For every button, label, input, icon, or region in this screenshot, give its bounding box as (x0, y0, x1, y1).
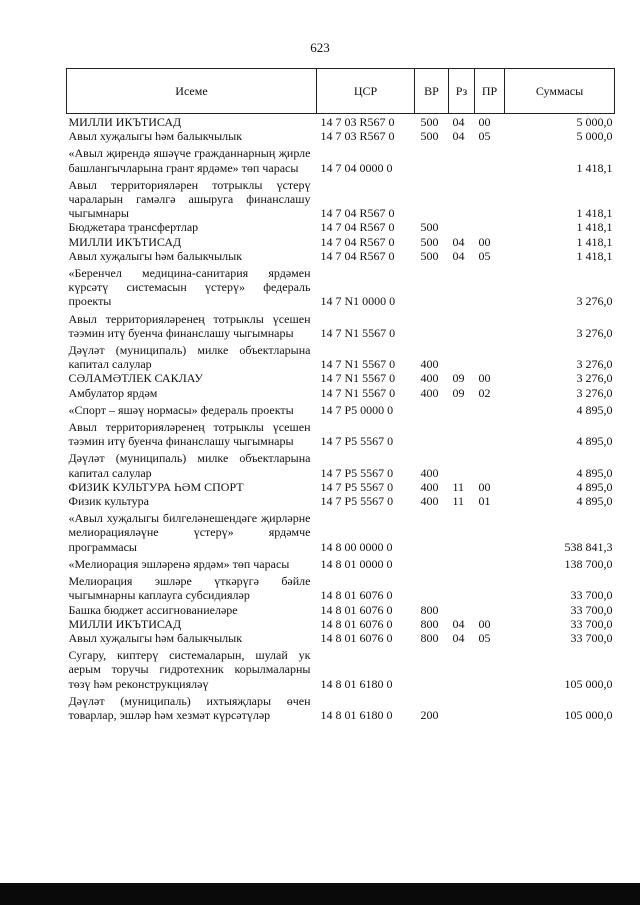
table-row (67, 508, 615, 554)
cell-rz (449, 309, 475, 340)
cell-vr (415, 571, 449, 602)
table-row (67, 129, 615, 143)
cell-pr (475, 263, 505, 309)
cell-name: Авыл территорияләренең тотрыклы үсешен тәэмин итү буенча финанслашу чыгымнары (68, 311, 311, 340)
cell-rz: 09 (452, 371, 465, 386)
table-header-row (67, 69, 615, 114)
cell-rz: 04 (452, 234, 465, 249)
cell-name: «Авыл хуҗалыгы билгеләнешендәге җирләрне мелиорацияләүне үстерү» ярдәмче программасы (68, 511, 311, 554)
cell-csr: 14 7 04 R567 0 (320, 234, 395, 249)
cell-vr: 500 (420, 248, 439, 263)
cell-name: МИЛЛИ ИКЪТИСАД (68, 115, 182, 129)
cell-sum: 3 276,0 (576, 371, 613, 386)
cell-name: «Беренчел медицина-санитария ярдәмен күрсәтү системасын үстерү» федераль проекты (68, 266, 311, 309)
cell-rz (449, 508, 475, 554)
cell-vr: 400 (420, 385, 439, 400)
cell-pr (475, 645, 505, 691)
cell-pr (475, 508, 505, 554)
cell-pr: 02 (478, 385, 491, 400)
cell-name: «Авыл җирендә яшәүче гражданнарның җирле башлангычларына грант ярдәме» төп чарасы (68, 146, 311, 175)
cell-sum: 3 276,0 (576, 325, 613, 340)
cell-csr: 14 8 01 6180 0 (320, 676, 393, 691)
cell-name: Сугару, киптерү системаларын, шулай ук аерым торучы гидротехник корылмаларны төзү һәм реконструкцияләү (68, 648, 311, 691)
cell-name: Авыл хуҗалыгы һәм балыкчылык (68, 630, 243, 645)
cell-rz: 09 (452, 385, 465, 400)
cell-sum: 1 418,1 (576, 160, 613, 175)
cell-name: Авыл территорияләрен тотрыклы үстерү чараларын гамәлгә ашыруга финанслашу чыгымнары (68, 177, 311, 221)
table-row (67, 617, 615, 631)
cell-rz: 04 (452, 115, 465, 129)
table-row (67, 263, 615, 309)
cell-sum: 4 895,0 (576, 402, 613, 417)
table-row (67, 235, 615, 249)
cell-sum: 138 700,0 (564, 556, 613, 571)
header-pr: ПР (475, 69, 505, 114)
cell-pr: 00 (478, 234, 491, 249)
cell-csr: 14 7 P5 5567 0 (320, 494, 394, 509)
table-row (67, 400, 615, 417)
cell-csr: 14 7 04 R567 0 (320, 220, 395, 235)
cell-pr (475, 554, 505, 571)
cell-name: Дәүләт (муниципаль) ихтыяҗлары өчен товарлар, эшләр һәм хезмәт күрсәтүләр (68, 693, 311, 722)
cell-csr: 14 7 N1 5567 0 (320, 371, 396, 386)
cell-name: ФИЗИК КУЛЬТУРА ҺӘМ СПОРТ (68, 479, 244, 494)
cell-csr: 14 7 N1 5567 0 (320, 357, 396, 372)
cell-sum: 1 418,1 (576, 206, 613, 221)
cell-rz: 11 (452, 479, 465, 494)
cell-vr (415, 175, 449, 221)
cell-sum: 33 700,0 (570, 616, 613, 631)
cell-rz: 04 (452, 616, 465, 631)
cell-csr: 14 7 P5 5567 0 (320, 465, 394, 480)
cell-name: Авыл территорияләренең тотрыклы үсешен тәэмин итү буенча финанслашу чыгымнары (68, 420, 311, 449)
cell-rz (449, 603, 475, 617)
cell-vr (415, 400, 449, 417)
table-row (67, 175, 615, 221)
table-row (67, 340, 615, 371)
table-row (67, 114, 615, 130)
table-row (67, 371, 615, 385)
cell-csr: 14 7 04 R567 0 (320, 206, 395, 221)
cell-sum: 33 700,0 (570, 630, 613, 645)
cell-sum: 538 841,3 (564, 539, 613, 554)
table-row (67, 571, 615, 602)
table-row (67, 554, 615, 571)
cell-rz (449, 400, 475, 417)
cell-pr (475, 400, 505, 417)
cell-name: «Спорт – яшәү нормасы» федераль проекты (68, 402, 294, 417)
cell-sum: 1 418,1 (576, 234, 613, 249)
cell-csr: 14 7 04 R567 0 (320, 248, 395, 263)
cell-sum: 3 276,0 (576, 385, 613, 400)
cell-sum: 105 000,0 (564, 707, 613, 722)
header-sum: Суммасы (505, 69, 615, 114)
cell-pr (475, 417, 505, 448)
cell-csr: 14 8 00 0000 0 (320, 539, 393, 554)
cell-pr (475, 691, 505, 722)
cell-pr (475, 309, 505, 340)
cell-pr: 00 (478, 115, 491, 129)
cell-vr: 200 (420, 707, 439, 722)
cell-rz (449, 220, 475, 234)
cell-rz (449, 645, 475, 691)
cell-pr (475, 175, 505, 221)
table-row (67, 249, 615, 263)
cell-csr: 14 7 N1 5567 0 (320, 385, 396, 400)
cell-csr: 14 7 P5 5567 0 (320, 479, 394, 494)
header-name: Исеме (67, 69, 317, 114)
table-row (67, 386, 615, 400)
cell-name: МИЛЛИ ИКЪТИСАД (68, 616, 182, 631)
cell-csr: 14 7 04 0000 0 (320, 160, 393, 175)
cell-rz (449, 417, 475, 448)
cell-rz (449, 571, 475, 602)
cell-vr: 800 (420, 630, 439, 645)
cell-sum: 3 276,0 (576, 357, 613, 372)
budget-table (66, 68, 615, 722)
scan-border (0, 883, 640, 905)
cell-sum: 4 895,0 (576, 494, 613, 509)
cell-vr: 500 (420, 129, 439, 144)
cell-pr: 00 (478, 371, 491, 386)
header-vr: ВР (415, 69, 449, 114)
cell-csr: 14 7 N1 5567 0 (320, 325, 396, 340)
cell-pr (475, 603, 505, 617)
cell-vr (415, 417, 449, 448)
cell-csr: 14 8 01 6076 0 (320, 602, 393, 617)
cell-rz: 04 (452, 630, 465, 645)
cell-vr: 500 (420, 220, 439, 235)
cell-rz (449, 175, 475, 221)
cell-pr: 00 (478, 479, 491, 494)
cell-csr: 14 8 01 6076 0 (320, 588, 393, 603)
cell-vr (415, 263, 449, 309)
cell-rz (449, 448, 475, 479)
cell-csr: 14 8 01 6076 0 (320, 630, 393, 645)
cell-name: Дәүләт (муниципаль) милке объектларына капитал салулар (68, 451, 311, 480)
cell-sum: 4 895,0 (576, 479, 613, 494)
cell-vr (415, 309, 449, 340)
table-row (67, 603, 615, 617)
cell-name: Авыл хуҗалыгы һәм балыкчылык (68, 248, 243, 263)
cell-name: Авыл хуҗалыгы һәм балыкчылык (68, 129, 243, 144)
cell-name: Амбулатор ярдәм (68, 385, 158, 400)
cell-sum: 5 000,0 (576, 129, 613, 144)
cell-vr: 500 (420, 115, 439, 129)
cell-pr (475, 571, 505, 602)
cell-vr: 800 (420, 602, 439, 617)
table-row (67, 480, 615, 494)
cell-csr: 14 8 01 0000 0 (320, 556, 393, 571)
cell-vr: 400 (420, 357, 439, 372)
cell-vr (415, 554, 449, 571)
cell-name: Башка бюджет ассигнованиеләре (68, 602, 238, 617)
cell-vr: 400 (420, 371, 439, 386)
cell-sum: 33 700,0 (570, 588, 613, 603)
cell-rz: 11 (452, 494, 465, 509)
cell-vr: 800 (420, 616, 439, 631)
table-row (67, 143, 615, 174)
cell-sum: 33 700,0 (570, 602, 613, 617)
cell-vr: 400 (420, 465, 439, 480)
cell-csr: 14 7 03 R567 0 (320, 115, 395, 129)
table-row (67, 494, 615, 508)
cell-pr: 00 (478, 616, 491, 631)
cell-pr: 05 (478, 248, 491, 263)
table-row (67, 631, 615, 645)
cell-sum: 4 895,0 (576, 434, 613, 449)
cell-name: Дәүләт (муниципаль) милке объектларына капитал салулар (68, 343, 311, 372)
table-row (67, 645, 615, 691)
page-number: 623 (310, 40, 330, 55)
cell-vr: 400 (420, 494, 439, 509)
cell-sum: 4 895,0 (576, 465, 613, 480)
cell-rz: 04 (452, 248, 465, 263)
cell-sum: 105 000,0 (564, 676, 613, 691)
cell-rz (449, 143, 475, 174)
cell-csr: 14 7 P5 0000 0 (320, 402, 394, 417)
header-rz: Рз (449, 69, 475, 114)
cell-vr (415, 508, 449, 554)
cell-rz (449, 340, 475, 371)
cell-rz (449, 691, 475, 722)
cell-sum: 1 418,1 (576, 248, 613, 263)
cell-vr (415, 143, 449, 174)
cell-vr (415, 645, 449, 691)
cell-pr: 05 (478, 129, 491, 144)
cell-csr: 14 7 N1 0000 0 (320, 294, 396, 309)
cell-rz (449, 554, 475, 571)
cell-pr (475, 220, 505, 234)
cell-rz (449, 263, 475, 309)
header-csr: ЦСР (317, 69, 415, 114)
cell-name: Мелиорация эшләре үткәрүгә бәйле чыгымнарны каплауга субсидияләр (68, 574, 311, 603)
cell-sum: 5 000,0 (576, 115, 613, 129)
cell-rz: 04 (452, 129, 465, 144)
cell-csr: 14 8 01 6076 0 (320, 616, 393, 631)
cell-pr (475, 448, 505, 479)
table-row (67, 448, 615, 479)
cell-name: МИЛЛИ ИКЪТИСАД (68, 234, 182, 249)
cell-sum: 3 276,0 (576, 294, 613, 309)
cell-vr: 500 (420, 234, 439, 249)
cell-pr: 01 (478, 494, 491, 509)
cell-csr: 14 7 P5 5567 0 (320, 434, 394, 449)
cell-name: Физик культура (68, 494, 149, 509)
cell-pr: 05 (478, 630, 491, 645)
cell-name: СӘЛАМӘТЛЕК САКЛАУ (68, 371, 203, 386)
cell-csr: 14 7 03 R567 0 (320, 129, 395, 144)
cell-name: «Мелиорация эшләренә ярдәм» төп чарасы (68, 556, 290, 571)
table-row (67, 309, 615, 340)
cell-name: Бюджетара трансфертлар (68, 220, 199, 235)
cell-sum: 1 418,1 (576, 220, 613, 235)
table-row (67, 220, 615, 234)
cell-csr: 14 8 01 6180 0 (320, 707, 393, 722)
cell-pr (475, 340, 505, 371)
table-body (67, 114, 615, 723)
table-row (67, 417, 615, 448)
cell-vr: 400 (420, 479, 439, 494)
cell-pr (475, 143, 505, 174)
table-row (67, 691, 615, 722)
